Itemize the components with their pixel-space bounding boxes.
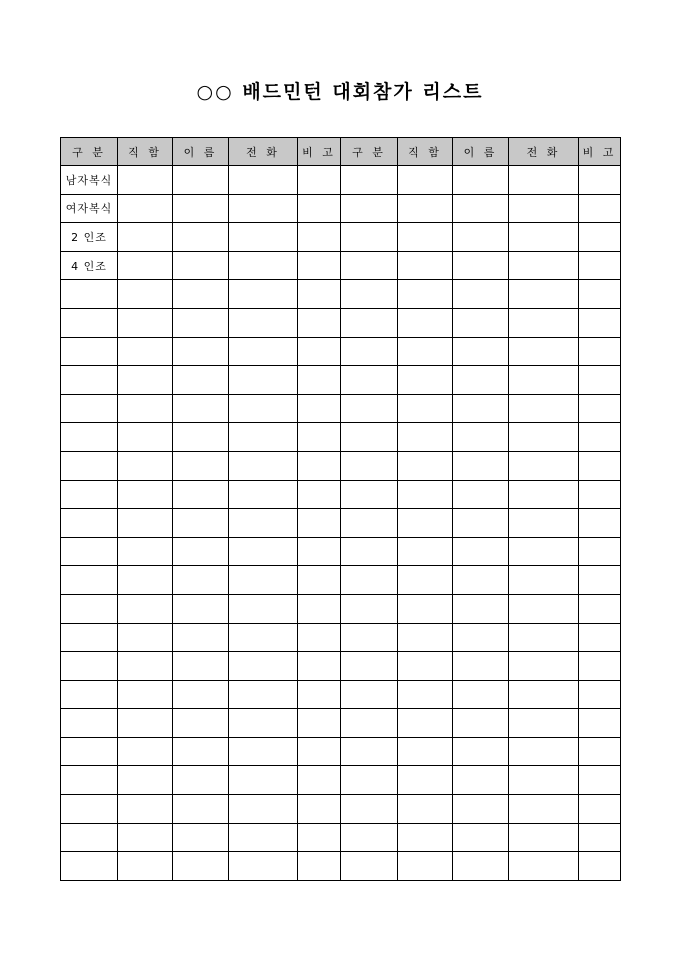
cell-remarks[interactable]	[298, 223, 341, 252]
cell-name[interactable]	[173, 623, 229, 652]
cell-phone[interactable]	[229, 423, 298, 452]
cell-position-2[interactable]	[398, 423, 453, 452]
cell-phone[interactable]	[229, 308, 298, 337]
table-row	[61, 394, 621, 423]
cell-phone[interactable]	[229, 623, 298, 652]
cell-phone[interactable]	[229, 509, 298, 538]
cell-name[interactable]	[173, 566, 229, 595]
cell-category	[61, 823, 118, 852]
cell-phone-2[interactable]	[509, 194, 579, 223]
cell-category	[61, 709, 118, 738]
cell-category-2[interactable]	[341, 537, 398, 566]
cell-phone[interactable]	[229, 166, 298, 195]
cell-remarks[interactable]	[298, 652, 341, 681]
table-row	[61, 423, 621, 452]
cell-position[interactable]	[118, 251, 173, 280]
cell-position[interactable]	[118, 766, 173, 795]
cell-remarks[interactable]	[298, 680, 341, 709]
cell-phone[interactable]	[229, 280, 298, 309]
cell-position[interactable]	[118, 795, 173, 824]
cell-remarks-2[interactable]	[579, 537, 621, 566]
table-row	[61, 795, 621, 824]
cell-position[interactable]	[118, 852, 173, 881]
header-name-2: 이 름	[453, 138, 509, 166]
cell-position[interactable]	[118, 680, 173, 709]
cell-name[interactable]	[173, 223, 229, 252]
table-row	[61, 709, 621, 738]
cell-position[interactable]	[118, 337, 173, 366]
cell-remarks[interactable]	[298, 166, 341, 195]
cell-phone[interactable]	[229, 823, 298, 852]
cell-category-2[interactable]	[341, 709, 398, 738]
cell-phone-2[interactable]	[509, 680, 579, 709]
cell-category	[61, 594, 118, 623]
table-row	[61, 251, 621, 280]
cell-position-2[interactable]	[398, 737, 453, 766]
cell-remarks-2[interactable]	[579, 766, 621, 795]
cell-phone[interactable]	[229, 652, 298, 681]
header-phone-2: 전 화	[509, 138, 579, 166]
cell-remarks[interactable]	[298, 423, 341, 452]
cell-name-2[interactable]	[453, 251, 509, 280]
cell-remarks[interactable]	[298, 308, 341, 337]
cell-remarks-2[interactable]	[579, 223, 621, 252]
cell-name[interactable]	[173, 480, 229, 509]
cell-remarks[interactable]	[298, 823, 341, 852]
cell-phone-2[interactable]	[509, 394, 579, 423]
cell-phone-2[interactable]	[509, 280, 579, 309]
cell-category-2[interactable]	[341, 594, 398, 623]
cell-phone[interactable]	[229, 251, 298, 280]
cell-name[interactable]	[173, 366, 229, 395]
cell-name[interactable]	[173, 166, 229, 195]
cell-position[interactable]	[118, 366, 173, 395]
cell-position[interactable]	[118, 566, 173, 595]
cell-position[interactable]	[118, 509, 173, 538]
cell-remarks[interactable]	[298, 251, 341, 280]
cell-position-2[interactable]	[398, 852, 453, 881]
cell-phone-2[interactable]	[509, 852, 579, 881]
cell-remarks-2[interactable]	[579, 166, 621, 195]
table-row	[61, 480, 621, 509]
cell-position[interactable]	[118, 709, 173, 738]
cell-category-2[interactable]	[341, 394, 398, 423]
table-body	[61, 166, 621, 881]
header-position: 직 함	[118, 138, 173, 166]
cell-phone-2[interactable]	[509, 709, 579, 738]
table-row	[61, 737, 621, 766]
table-row	[61, 766, 621, 795]
header-position-2: 직 함	[398, 138, 453, 166]
cell-remarks[interactable]	[298, 709, 341, 738]
cell-remarks[interactable]	[298, 194, 341, 223]
cell-position-2[interactable]	[398, 251, 453, 280]
cell-category-2[interactable]	[341, 251, 398, 280]
cell-category	[61, 680, 118, 709]
cell-phone-2[interactable]	[509, 795, 579, 824]
cell-name-2[interactable]	[453, 337, 509, 366]
cell-phone[interactable]	[229, 594, 298, 623]
cell-name[interactable]	[173, 308, 229, 337]
cell-remarks[interactable]	[298, 280, 341, 309]
cell-remarks[interactable]	[298, 337, 341, 366]
cell-position[interactable]	[118, 166, 173, 195]
cell-name[interactable]	[173, 652, 229, 681]
cell-name[interactable]	[173, 394, 229, 423]
cell-category	[61, 566, 118, 595]
table-row	[61, 223, 621, 252]
cell-phone-2[interactable]	[509, 223, 579, 252]
cell-position-2[interactable]	[398, 509, 453, 538]
cell-name[interactable]	[173, 451, 229, 480]
cell-category	[61, 509, 118, 538]
table-row	[61, 623, 621, 652]
cell-category-2[interactable]	[341, 280, 398, 309]
cell-phone-2[interactable]	[509, 766, 579, 795]
cell-remarks-2[interactable]	[579, 680, 621, 709]
cell-category-2[interactable]	[341, 737, 398, 766]
cell-phone-2[interactable]	[509, 537, 579, 566]
cell-phone[interactable]	[229, 337, 298, 366]
cell-name-2[interactable]	[453, 194, 509, 223]
header-remarks: 비 고	[298, 138, 341, 166]
cell-name[interactable]	[173, 509, 229, 538]
cell-category	[61, 795, 118, 824]
cell-name[interactable]	[173, 194, 229, 223]
cell-remarks-2[interactable]	[579, 566, 621, 595]
cell-phone[interactable]	[229, 451, 298, 480]
cell-position-2[interactable]	[398, 709, 453, 738]
cell-name-2[interactable]	[453, 308, 509, 337]
cell-remarks[interactable]	[298, 566, 341, 595]
cell-category-2[interactable]	[341, 680, 398, 709]
cell-position[interactable]	[118, 823, 173, 852]
cell-category	[61, 308, 118, 337]
cell-phone[interactable]	[229, 537, 298, 566]
cell-name[interactable]	[173, 251, 229, 280]
cell-name-2[interactable]	[453, 680, 509, 709]
cell-name-2[interactable]	[453, 852, 509, 881]
cell-remarks-2[interactable]	[579, 366, 621, 395]
cell-remarks[interactable]	[298, 623, 341, 652]
cell-category-2[interactable]	[341, 823, 398, 852]
cell-category-2[interactable]	[341, 652, 398, 681]
cell-remarks-2[interactable]	[579, 737, 621, 766]
cell-position[interactable]	[118, 451, 173, 480]
cell-name-2[interactable]	[453, 223, 509, 252]
cell-position[interactable]	[118, 308, 173, 337]
header-phone: 전 화	[229, 138, 298, 166]
cell-phone[interactable]	[229, 852, 298, 881]
header-category-2: 구 분	[341, 138, 398, 166]
cell-category: 2 인조	[61, 223, 118, 252]
cell-position[interactable]	[118, 280, 173, 309]
cell-name-2[interactable]	[453, 480, 509, 509]
cell-name-2[interactable]	[453, 709, 509, 738]
cell-category	[61, 537, 118, 566]
cell-position-2[interactable]	[398, 280, 453, 309]
cell-category-2[interactable]	[341, 509, 398, 538]
cell-remarks-2[interactable]	[579, 337, 621, 366]
cell-phone-2[interactable]	[509, 509, 579, 538]
cell-name[interactable]	[173, 823, 229, 852]
cell-name[interactable]	[173, 709, 229, 738]
table-row	[61, 566, 621, 595]
cell-name-2[interactable]	[453, 652, 509, 681]
cell-remarks[interactable]	[298, 594, 341, 623]
cell-name-2[interactable]	[453, 623, 509, 652]
cell-category	[61, 623, 118, 652]
cell-position-2[interactable]	[398, 480, 453, 509]
cell-position-2[interactable]	[398, 366, 453, 395]
cell-position-2[interactable]	[398, 308, 453, 337]
cell-remarks-2[interactable]	[579, 594, 621, 623]
cell-name[interactable]	[173, 337, 229, 366]
cell-category-2[interactable]	[341, 223, 398, 252]
cell-category-2[interactable]	[341, 852, 398, 881]
cell-phone-2[interactable]	[509, 451, 579, 480]
cell-phone-2[interactable]	[509, 594, 579, 623]
header-row	[61, 138, 621, 166]
cell-category-2[interactable]	[341, 194, 398, 223]
cell-remarks-2[interactable]	[579, 509, 621, 538]
cell-remarks-2[interactable]	[579, 280, 621, 309]
cell-category-2[interactable]	[341, 308, 398, 337]
cell-position-2[interactable]	[398, 166, 453, 195]
cell-remarks-2[interactable]	[579, 623, 621, 652]
cell-phone[interactable]	[229, 680, 298, 709]
cell-name-2[interactable]	[453, 509, 509, 538]
cell-remarks-2[interactable]	[579, 852, 621, 881]
cell-category	[61, 280, 118, 309]
cell-remarks-2[interactable]	[579, 480, 621, 509]
cell-name-2[interactable]	[453, 823, 509, 852]
cell-remarks[interactable]	[298, 451, 341, 480]
cell-phone-2[interactable]	[509, 566, 579, 595]
cell-category	[61, 852, 118, 881]
cell-position-2[interactable]	[398, 451, 453, 480]
participant-table	[60, 137, 621, 881]
cell-remarks-2[interactable]	[579, 251, 621, 280]
cell-name-2[interactable]	[453, 594, 509, 623]
cell-position[interactable]	[118, 423, 173, 452]
cell-phone-2[interactable]	[509, 652, 579, 681]
cell-category-2[interactable]	[341, 166, 398, 195]
table-row	[61, 594, 621, 623]
cell-position[interactable]	[118, 737, 173, 766]
cell-name-2[interactable]	[453, 166, 509, 195]
cell-name[interactable]	[173, 423, 229, 452]
cell-phone-2[interactable]	[509, 480, 579, 509]
cell-name[interactable]	[173, 680, 229, 709]
cell-position-2[interactable]	[398, 766, 453, 795]
cell-category-2[interactable]	[341, 766, 398, 795]
cell-category	[61, 366, 118, 395]
cell-name[interactable]	[173, 280, 229, 309]
cell-name[interactable]	[173, 852, 229, 881]
cell-position-2[interactable]	[398, 795, 453, 824]
cell-category: 남자복식	[61, 166, 118, 195]
cell-phone-2[interactable]	[509, 623, 579, 652]
table-row	[61, 537, 621, 566]
cell-phone-2[interactable]	[509, 823, 579, 852]
table-row	[61, 852, 621, 881]
table-row	[61, 823, 621, 852]
cell-remarks[interactable]	[298, 366, 341, 395]
cell-phone-2[interactable]	[509, 337, 579, 366]
cell-phone[interactable]	[229, 394, 298, 423]
cell-position[interactable]	[118, 223, 173, 252]
header-remarks-2: 비 고	[579, 138, 621, 166]
cell-category	[61, 423, 118, 452]
cell-phone[interactable]	[229, 366, 298, 395]
cell-name-2[interactable]	[453, 737, 509, 766]
cell-category	[61, 737, 118, 766]
cell-position-2[interactable]	[398, 652, 453, 681]
cell-remarks-2[interactable]	[579, 795, 621, 824]
cell-remarks-2[interactable]	[579, 423, 621, 452]
cell-position[interactable]	[118, 537, 173, 566]
cell-category-2[interactable]	[341, 480, 398, 509]
header-name: 이 름	[173, 138, 229, 166]
cell-category	[61, 766, 118, 795]
cell-position-2[interactable]	[398, 823, 453, 852]
cell-name[interactable]	[173, 737, 229, 766]
cell-category	[61, 652, 118, 681]
cell-phone-2[interactable]	[509, 366, 579, 395]
cell-category: 4 인조	[61, 251, 118, 280]
table-row	[61, 451, 621, 480]
cell-phone[interactable]	[229, 709, 298, 738]
cell-position-2[interactable]	[398, 566, 453, 595]
cell-phone-2[interactable]	[509, 251, 579, 280]
cell-name-2[interactable]	[453, 566, 509, 595]
cell-category-2[interactable]	[341, 795, 398, 824]
cell-phone-2[interactable]	[509, 737, 579, 766]
cell-category	[61, 394, 118, 423]
table-row	[61, 509, 621, 538]
cell-name[interactable]	[173, 594, 229, 623]
cell-category	[61, 451, 118, 480]
cell-category-2[interactable]	[341, 337, 398, 366]
cell-category-2[interactable]	[341, 423, 398, 452]
cell-position[interactable]	[118, 623, 173, 652]
cell-position[interactable]	[118, 480, 173, 509]
cell-name-2[interactable]	[453, 394, 509, 423]
cell-remarks[interactable]	[298, 737, 341, 766]
cell-position-2[interactable]	[398, 223, 453, 252]
cell-phone-2[interactable]	[509, 423, 579, 452]
cell-category	[61, 337, 118, 366]
cell-remarks[interactable]	[298, 852, 341, 881]
cell-name[interactable]	[173, 766, 229, 795]
cell-name[interactable]	[173, 795, 229, 824]
cell-position-2[interactable]	[398, 194, 453, 223]
cell-category-2[interactable]	[341, 451, 398, 480]
cell-position-2[interactable]	[398, 537, 453, 566]
cell-name-2[interactable]	[453, 366, 509, 395]
cell-remarks[interactable]	[298, 394, 341, 423]
cell-phone-2[interactable]	[509, 166, 579, 195]
header-category: 구 분	[61, 138, 118, 166]
cell-phone[interactable]	[229, 795, 298, 824]
cell-position-2[interactable]	[398, 394, 453, 423]
cell-name-2[interactable]	[453, 451, 509, 480]
cell-remarks[interactable]	[298, 480, 341, 509]
cell-name-2[interactable]	[453, 795, 509, 824]
cell-name-2[interactable]	[453, 766, 509, 795]
cell-name-2[interactable]	[453, 280, 509, 309]
cell-phone[interactable]	[229, 566, 298, 595]
table-row	[61, 337, 621, 366]
table-row	[61, 280, 621, 309]
cell-position-2[interactable]	[398, 623, 453, 652]
cell-category	[61, 480, 118, 509]
cell-position[interactable]	[118, 594, 173, 623]
cell-remarks[interactable]	[298, 537, 341, 566]
cell-category: 여자복식	[61, 194, 118, 223]
cell-position[interactable]	[118, 652, 173, 681]
cell-position-2[interactable]	[398, 680, 453, 709]
table-row	[61, 366, 621, 395]
cell-position-2[interactable]	[398, 337, 453, 366]
cell-remarks-2[interactable]	[579, 451, 621, 480]
cell-remarks-2[interactable]	[579, 709, 621, 738]
cell-phone[interactable]	[229, 223, 298, 252]
cell-category-2[interactable]	[341, 366, 398, 395]
cell-remarks[interactable]	[298, 795, 341, 824]
cell-remarks-2[interactable]	[579, 194, 621, 223]
table-row	[61, 194, 621, 223]
cell-name-2[interactable]	[453, 423, 509, 452]
cell-category-2[interactable]	[341, 623, 398, 652]
cell-category-2[interactable]	[341, 566, 398, 595]
cell-remarks[interactable]	[298, 509, 341, 538]
table-row	[61, 166, 621, 195]
cell-remarks-2[interactable]	[579, 394, 621, 423]
cell-remarks[interactable]	[298, 766, 341, 795]
cell-remarks-2[interactable]	[579, 823, 621, 852]
cell-phone[interactable]	[229, 766, 298, 795]
cell-position-2[interactable]	[398, 594, 453, 623]
cell-remarks-2[interactable]	[579, 652, 621, 681]
table-row	[61, 308, 621, 337]
table-row	[61, 652, 621, 681]
cell-position[interactable]	[118, 394, 173, 423]
cell-name-2[interactable]	[453, 537, 509, 566]
page-title: ○○ 배드민턴 대회참가 리스트	[196, 81, 484, 103]
cell-position[interactable]	[118, 194, 173, 223]
cell-name[interactable]	[173, 537, 229, 566]
cell-phone[interactable]	[229, 194, 298, 223]
cell-phone[interactable]	[229, 480, 298, 509]
cell-phone[interactable]	[229, 737, 298, 766]
table-row	[61, 680, 621, 709]
cell-phone-2[interactable]	[509, 308, 579, 337]
cell-remarks-2[interactable]	[579, 308, 621, 337]
